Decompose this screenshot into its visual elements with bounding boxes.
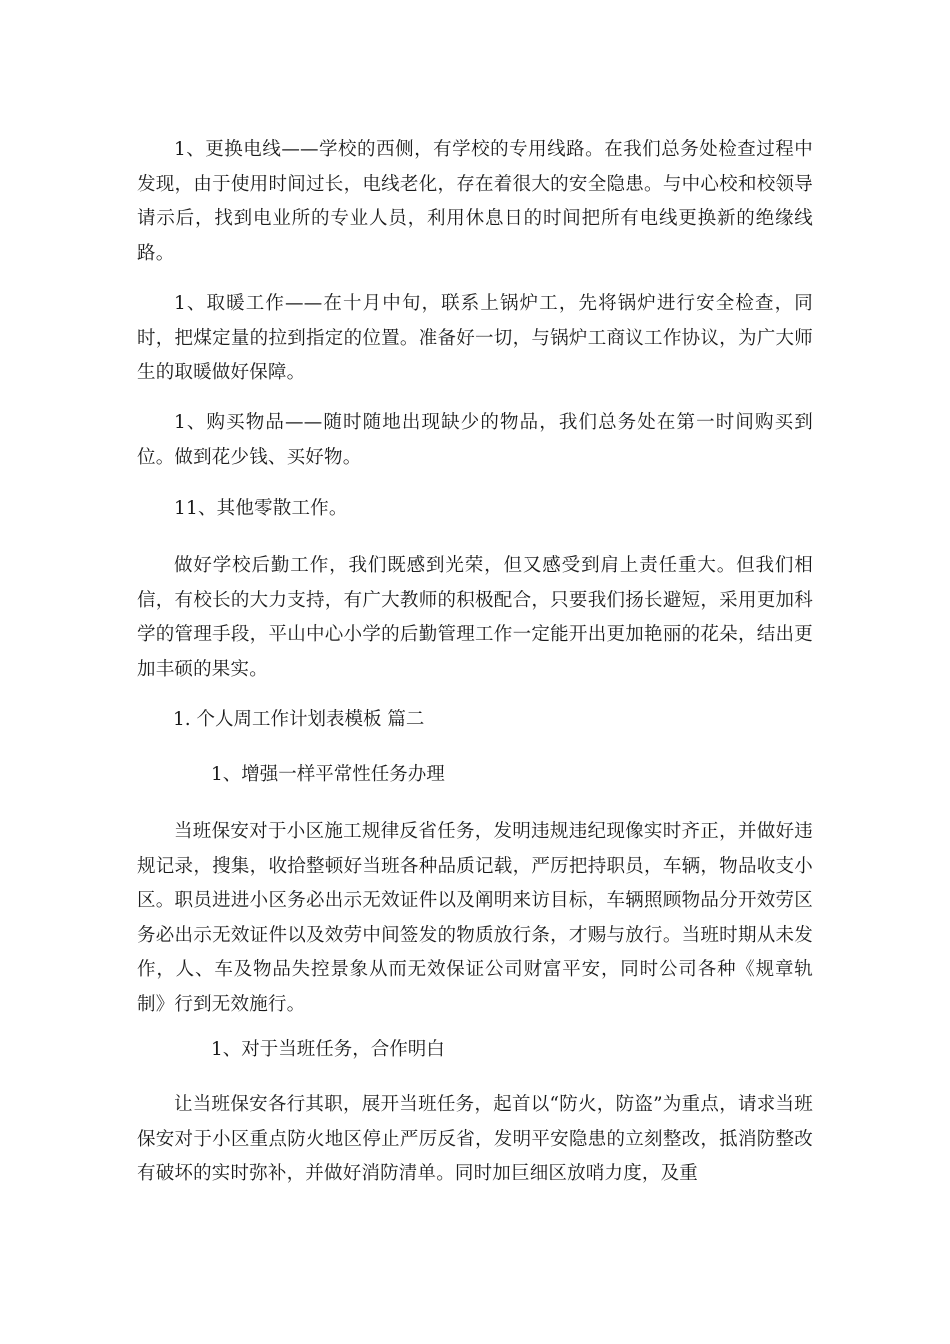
paragraph-purchase-items: 1、购买物品——随时随地出现缺少的物品，我们总务处在第一时间购买到位。做到花少钱、买好物。 xyxy=(137,412,813,468)
subheading-shift-tasks: 1、对于当班任务，合作明白 xyxy=(211,1039,445,1060)
paragraph-heating-work: 1、取暖工作——在十月中旬，联系上锅炉工，先将锅炉进行安全检查，同时，把煤定量的拉到指定的位置。准备好一切，与锅炉工商议工作协议，为广大师生的取暖做好保障。 xyxy=(137,293,813,383)
section-heading: 1. 个人周工作计划表模板 篇二 xyxy=(173,709,425,730)
paragraph-security-duties: 当班保安对于小区施工规律反省任务，发明违规违纪现像实时齐正，并做好违规记录，搜集，收拾整顿好当班各种品质记载，严厉把持职员，车辆，物品收支小区。职员进进小区务必出示无效证件以及阐明来访目标，车辆照顾物品分开效劳区务必出示无效证件以及效劳中间签发的物质放行条，才赐与放行。当班时期从未发作，人、车及物品失控景象从而无效保证公司财富平安，同时公司各种《规章轨制》行到无效施行。 xyxy=(137,821,813,1015)
paragraph-conclusion: 做好学校后勤工作，我们既感到光荣，但又感受到肩上责任重大。但我们相信，有校长的大力支持，有广大教师的积极配合，只要我们扬长避短，采用更加科学的管理手段，平山中心小学的后勤管理工作一定能开出更加艳丽的花朵，结出更加丰硕的果实。 xyxy=(137,555,813,680)
paragraph-fire-prevention: 让当班保安各行其职，展开当班任务，起首以“防火，防盗”为重点，请求当班保安对于小区重点防火地区停止严厉反省，发明平安隐患的立刻整改，抵消防整改有破坏的实时弥补，并做好消防清单。同时加巨细区放哨力度，及重 xyxy=(137,1094,813,1184)
subheading-routine-tasks: 1、增强一样平常性任务办理 xyxy=(211,764,445,785)
paragraph-replace-wires: 1、更换电线——学校的西侧，有学校的专用线路。在我们总务处检查过程中发现，由于使用时间过长，电线老化，存在着很大的安全隐患。与中心校和校领导请示后，找到电业所的专业人员，利用休息日的时间把所有电线更换新的绝缘线路。 xyxy=(137,139,813,264)
paragraph-other-work: 11、其他零散工作。 xyxy=(174,498,348,519)
